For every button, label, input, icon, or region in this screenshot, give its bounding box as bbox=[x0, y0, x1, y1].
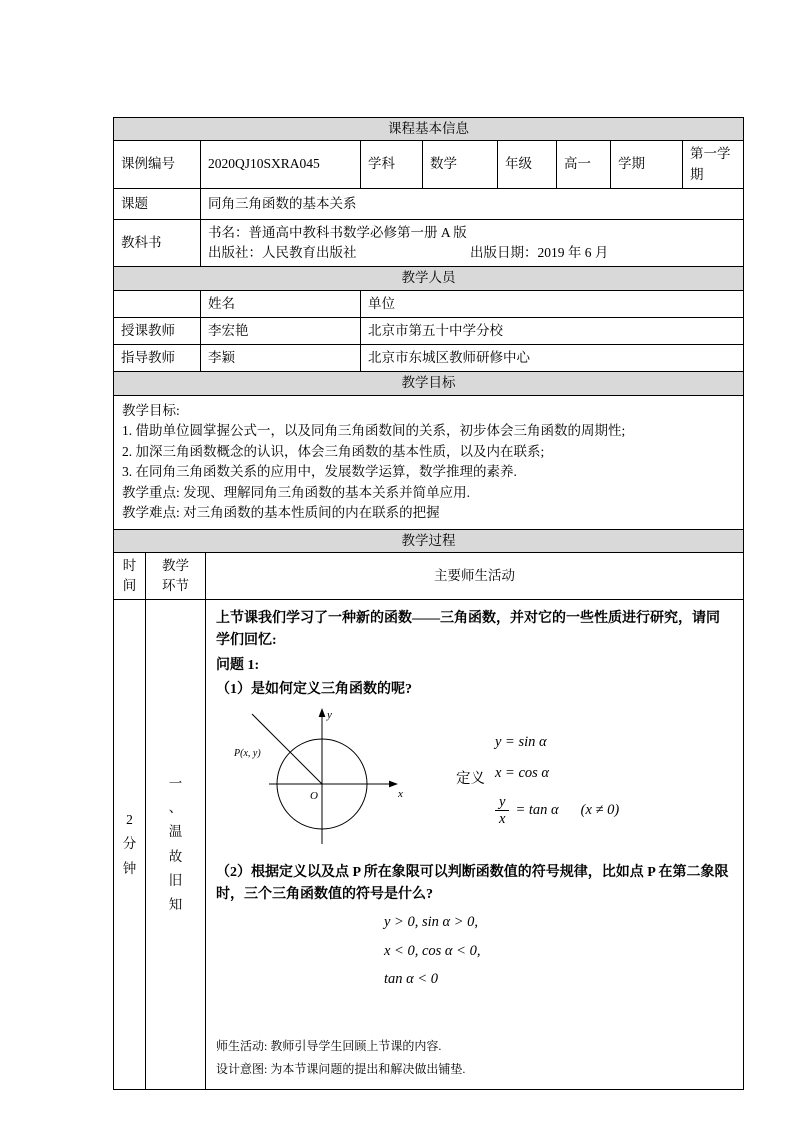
section-course-info bbox=[114, 118, 743, 141]
sign-line-3: tan α < 0 bbox=[384, 971, 439, 987]
equation-tan-condition: (x ≠ 0) bbox=[580, 801, 620, 818]
activity-note: 师生活动: 教师引导学生回顾上节课的内容. bbox=[216, 1039, 442, 1054]
lecturer-name: 李宏艳 bbox=[201, 318, 361, 344]
term-label: 学期 bbox=[611, 141, 683, 188]
fraction-denominator: x bbox=[495, 810, 509, 828]
fraction-y-over-x bbox=[495, 794, 509, 828]
sign-line-1: y > 0, sin α > 0, bbox=[384, 914, 479, 931]
definition-label: 定义 bbox=[456, 771, 485, 788]
equation-sin: y = sin α bbox=[495, 734, 547, 751]
topic-label: 课题 bbox=[114, 189, 201, 219]
grade-value: 高一 bbox=[557, 141, 611, 188]
question-1: （1）是如何定义三角函数的呢? bbox=[216, 682, 412, 698]
staff-header-empty bbox=[114, 291, 201, 317]
process-header-stage bbox=[146, 553, 206, 600]
section-objectives bbox=[114, 372, 743, 395]
textbook-line1: 书名：普通高中教科书数学必修第一册 A 版 bbox=[208, 224, 467, 240]
sign-line-2: x < 0, cos α < 0, bbox=[384, 942, 481, 959]
diagram-y-label: y bbox=[327, 709, 332, 722]
definition-block bbox=[456, 732, 619, 828]
staff-header-unit: 单位 bbox=[368, 295, 395, 311]
question-label: 问题 1: bbox=[216, 657, 260, 673]
question-2: （2）根据定义以及点 P 所在象限可以判断函数值的符号规律，比如点 P 在第二象限时，三个三角函数值的符号是什么? bbox=[216, 865, 729, 902]
teaching-focus: 教学重点: 发现、理解同角三角函数的基本关系并简单应用. bbox=[122, 484, 470, 500]
terminal-side-line bbox=[252, 714, 322, 784]
process-header-stage-text: 教学环节 bbox=[162, 557, 189, 594]
section-title-objectives: 教学目标 bbox=[114, 372, 743, 394]
textbook-value bbox=[201, 220, 743, 267]
fraction-numerator: y bbox=[499, 793, 506, 810]
objectives-heading: 教学目标: bbox=[122, 402, 180, 418]
objective-item-1: 1. 借助单位圆掌握公式一，以及同角三角函数间的关系，初步体会三角函数的周期性; bbox=[122, 423, 626, 439]
grade-label: 年级 bbox=[498, 141, 557, 188]
diagram-x-label: x bbox=[398, 788, 403, 801]
term-value: 第一学期 bbox=[690, 146, 731, 182]
y-axis-arrow-icon bbox=[319, 708, 326, 717]
diagram-origin-label: O bbox=[310, 790, 318, 803]
section-title-staff: 教学人员 bbox=[114, 267, 743, 289]
section-staff bbox=[114, 267, 743, 290]
process-stage-cell bbox=[146, 600, 206, 1089]
lesson-id-label: 课例编号 bbox=[114, 141, 201, 188]
row-textbook bbox=[114, 220, 743, 268]
textbook-date: 出版日期：2019 年 6 月 bbox=[470, 245, 609, 260]
row-lesson-id bbox=[114, 141, 743, 189]
x-axis-arrow-icon bbox=[389, 781, 398, 788]
advisor-unit: 北京市东城区教师研修中心 bbox=[368, 350, 530, 365]
subject-value: 数学 bbox=[423, 141, 498, 188]
design-note: 设计意图: 为本节课问题的提出和解决做出铺垫. bbox=[216, 1062, 466, 1077]
equation-cos: x = cos α bbox=[495, 764, 550, 781]
unit-circle-diagram bbox=[222, 704, 422, 856]
objectives-content bbox=[114, 396, 743, 529]
advisor-role: 指导教师 bbox=[114, 345, 201, 371]
staff-header-name: 姓名 bbox=[201, 291, 361, 317]
objective-item-2: 2. 加深三角函数概念的认识，体会三角函数的基本性质，以及内在联系; bbox=[122, 443, 545, 459]
teacher-notes bbox=[216, 1035, 733, 1081]
table-row-advisor bbox=[114, 345, 743, 372]
lecturer-unit: 北京市第五十中学分校 bbox=[368, 322, 503, 338]
row-process-header bbox=[114, 553, 743, 601]
process-stage-value: 一、温故旧知 bbox=[168, 775, 183, 913]
equation-tan bbox=[495, 794, 619, 828]
row-process-content bbox=[114, 600, 743, 1089]
table-row-lecturer bbox=[114, 318, 743, 345]
row-staff-header bbox=[114, 291, 743, 318]
process-time-cell bbox=[114, 600, 146, 1089]
diagram-point-p-label: P(x, y) bbox=[234, 748, 261, 760]
process-header-time-text: 时间 bbox=[122, 557, 137, 594]
objective-item-3: 3. 在同角三角函数关系的应用中，发展数学运算，数学推理的素养. bbox=[122, 464, 517, 480]
process-time-value: 2分钟 bbox=[122, 812, 137, 876]
activity-intro: 上节课我们学习了一种新的函数——三角函数，并对它的一些性质进行研究，请同学们回忆: bbox=[216, 611, 720, 649]
textbook-label: 教科书 bbox=[114, 220, 201, 267]
textbook-line2 bbox=[208, 243, 736, 263]
advisor-name: 李颖 bbox=[201, 345, 361, 371]
section-title-process: 教学过程 bbox=[114, 530, 743, 552]
section-title-course-info: 课程基本信息 bbox=[114, 118, 743, 140]
teaching-difficulty: 教学难点: 对三角函数的基本性质间的内在联系的把握 bbox=[122, 505, 440, 521]
lesson-plan-table bbox=[113, 117, 744, 1090]
process-header-activity: 主要师生活动 bbox=[434, 567, 515, 583]
textbook-publisher: 出版社：人民教育出版社 bbox=[208, 245, 357, 260]
process-header-time bbox=[114, 553, 146, 600]
section-process bbox=[114, 530, 743, 553]
row-objectives bbox=[114, 396, 743, 530]
lesson-id-value: 2020QJ10SXRA045 bbox=[201, 141, 361, 188]
definition-equations bbox=[495, 732, 619, 828]
sign-rules-block bbox=[384, 908, 733, 993]
row-topic bbox=[114, 189, 743, 220]
lecturer-role: 授课教师 bbox=[114, 318, 201, 344]
definition-figure bbox=[222, 704, 733, 856]
equation-tan-rhs: = tan α bbox=[515, 801, 559, 818]
subject-label: 学科 bbox=[361, 141, 423, 188]
process-activity-cell bbox=[206, 600, 743, 1089]
topic-value: 同角三角函数的基本关系 bbox=[208, 195, 357, 211]
